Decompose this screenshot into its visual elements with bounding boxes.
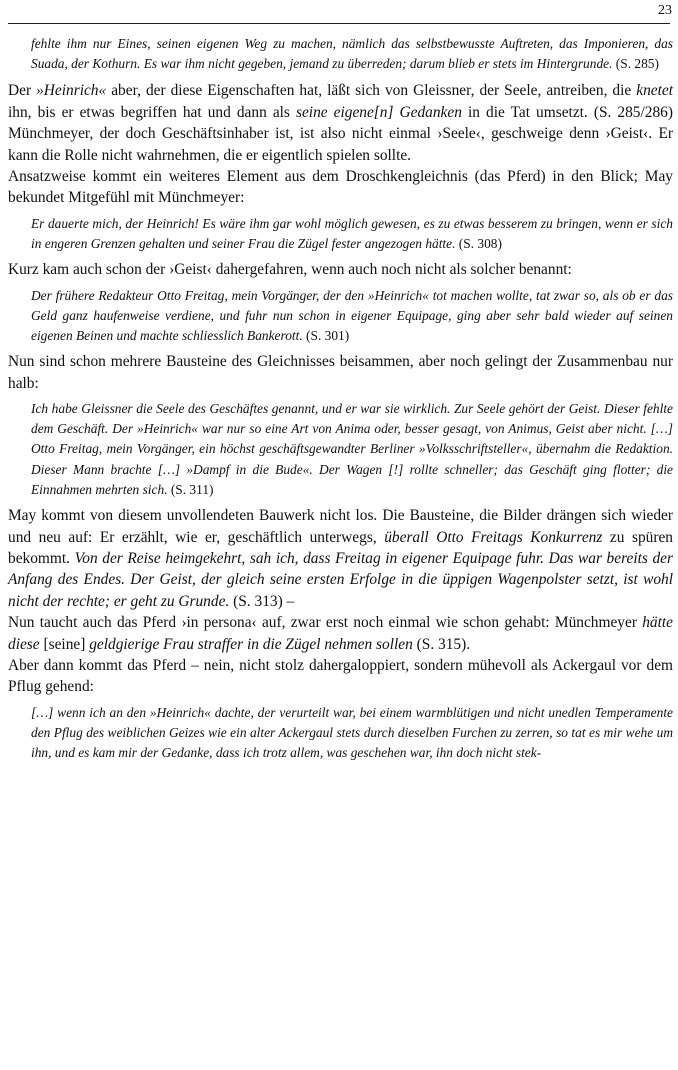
italic-text: knetet [636,82,674,100]
quote-text: […] wenn ich an den »Heinrich« dachte, der verurteilt war, bei einem warmblütigen und nicht unedlen Temperamente den Pflug des weiblichen Geizes wie ein alter Ackergaul stets durch dieselben Furchen zu zerren, so tat es mir wehe um ihn, und es kam mir der Gedanke, dass ich trotz allem, was geschehen war, ihn doch nicht stek- [31,704,673,761]
text-run: Aber dann kommt das Pferd – nein, nicht stolz dahergaloppiert, sondern mühevoll als Ackergaul vor dem Pflug gehend: [8,656,673,696]
text-run: Kurz kam auch schon der ›Geist‹ dahergefahren, wenn auch noch nicht als solcher benannt: [8,261,572,279]
text-run: Der [8,82,37,100]
text-run: Ansatzweise kommt ein weiteres Element aus dem Droschkengleichnis (das Pferd) in den Blick; May bekundet Mitgefühl mit Münchmeyer: [8,168,673,207]
italic-text: Von der Reise heimgekehrt, sah ich, dass Freitag in eigener Equipage fuhr. Das war bereits der Anfang des Endes. Der Geist, der gleich seine ersten Erfolge in die üppigen Wagenpolster setzt, ist wohl nicht der rechte; er geht zu Grunde. [8,549,673,610]
body-text [8,30,673,768]
quote-text: Ich habe Gleissner die Seele des Geschäftes genannt, und er war sie wirklich. Zur Seele gehört der Geist. Dieser fehlte dem Geschäft. Der »Heinrich« war nur so eine Art von Anima oder, besser gesagt, von Animus, Geist aber nicht. […] Otto Freitag, mein Vorgänger, ein höchst geschäftsgewandter Berliner »Volksschriftsteller«, übernahm die Redaktion. Dieser Mann brachte […] »Dampf in die Bude«. Der Wagen [!] rollte schneller; das Geschäft ging flotter; die Einnahmen mehrten sich. [31,401,673,497]
page-header [0,0,678,26]
block-quote [31,286,673,347]
page-number: 23 [658,3,672,18]
quote-reference: (S. 308) [455,236,502,252]
text-run: (S. 313) – [229,592,295,610]
italic-text: geldgierige Frau straffer in die Zügel nehmen sollen [89,635,413,653]
italic-text: überall Otto Freitags Konkurrenz [384,528,603,546]
block-quote [31,399,673,500]
quote-reference: (S. 285) [612,56,659,72]
quote-reference: (S. 311) [167,481,214,497]
quote-text: Er dauerte mich, der Heinrich! Es wäre ihm gar wohl möglich gewesen, es zu etwas besserem zu bringen, wenn er sich in engeren Grenzen gehalten und seiner Frau die Zügel fester angezogen hätte. [31,215,673,252]
text-run: (S. 315). [412,635,471,653]
text-run: in die Tat umsetzt. (S. 285/286) Münchmeyer, der doch Geschäftsinhaber ist, ist also nicht einmal ›Seele‹, geschweige denn ›Geist‹. Er kann die Rolle nicht wahrnehmen, die er eigentlich spielen sollte. [8,103,673,164]
block-quote [31,34,673,74]
text-run: Nun sind schon mehrere Bausteine des Gleichnisses beisammen, aber noch gelingt der Zusammenbau nur halb: [8,353,673,392]
paragraph [8,505,673,612]
quote-text: Der frühere Redakteur Otto Freitag, mein Vorgänger, der den »Heinrich« tot machen wollte, tat zwar so, als ob er das Geld ganz haufenweise verdiene, und fuhr nun schon in eigener Equipage, ging aber sehr bald wieder auf seinen eigenen Beinen und machte schliesslich Bankerott. [31,287,673,344]
italic-text: hätte diese [8,614,673,653]
paragraph [8,259,673,280]
text-run: aber, der diese Eigenschaften hat, läßt sich von Gleissner, der Seele, antreiben, die [106,82,637,100]
text-run: [seine] [39,635,90,653]
text-run: zu spüren bekommt. [8,528,673,567]
quote-reference: (S. 301) [302,328,350,344]
paragraph [8,351,673,394]
block-quote [31,703,673,764]
header-rule [8,23,670,24]
paragraph [8,80,673,166]
paragraph [8,612,673,655]
paragraph [8,166,673,209]
block-quote [31,214,673,254]
quote-text: fehlte ihm nur Eines, seinen eigenen Weg zu machen, nämlich das selbstbewusste Auftreten, das Imponieren, das Suada, der Kothurn. Es war ihm nicht gegeben, jemand zu überreden; darum blieb er stets im Hintergrunde. [31,36,673,72]
paragraph [8,655,673,698]
text-run: ihn, bis er etwas begriffen hat und dann als [8,103,296,121]
italic-text: »Heinrich« [36,82,107,100]
italic-text: seine eigene[n] Gedanken [295,103,462,121]
text-run: Nun taucht auch das Pferd ›in persona‹ auf, zwar erst noch einmal wie schon gehabt: Münchmeyer [8,614,643,632]
text-run: May kommt von diesem unvollendeten Bauwerk nicht los. Die Bausteine, die Bilder drängen sich wieder und neu auf: Er erzählt, wie er, geschäftlich unterwegs, [8,507,673,546]
